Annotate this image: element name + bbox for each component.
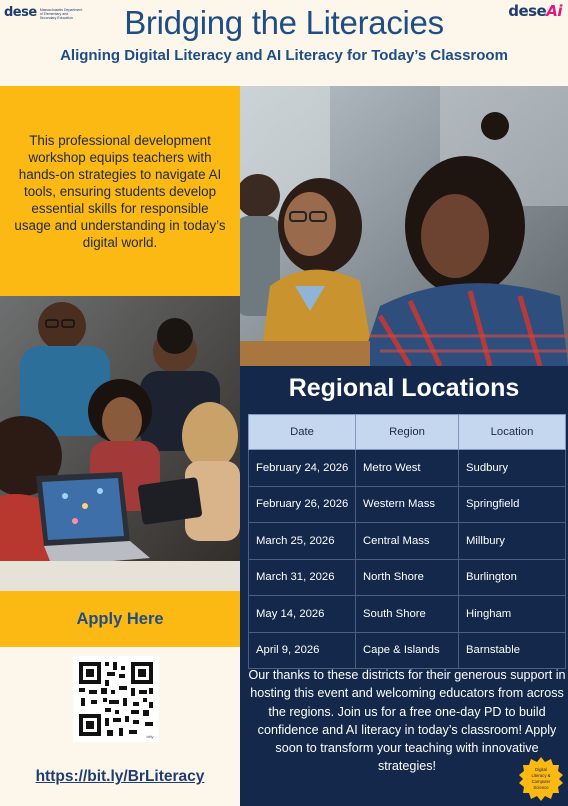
apply-banner[interactable]: [0, 591, 240, 647]
cell-region: Western Mass: [356, 486, 459, 523]
header: [0, 0, 568, 86]
column-header-location: Location: [459, 415, 566, 450]
badge-line-4: Science: [533, 785, 549, 790]
cell-location: Barnstable: [459, 632, 566, 669]
students-classroom-photo: [240, 86, 568, 366]
table-row: [249, 486, 566, 523]
dese-logo-subtext: Massachusetts Department of Elementary and Secondary Education: [39, 8, 83, 20]
badge-line-1: Digital: [535, 767, 547, 772]
cell-location: Hingham: [459, 596, 566, 633]
page-title: Bridging the Literacies: [124, 4, 444, 41]
cell-location: Burlington: [459, 559, 566, 596]
apply-link[interactable]: https://bit.ly/BrLiteracy: [35, 768, 205, 785]
badge-line-3: Computer: [531, 779, 551, 784]
students-photo-illustration: [240, 86, 568, 366]
badge-line-2: Literacy &: [531, 773, 551, 778]
teachers-laptop-photo: [0, 296, 240, 591]
column-header-date: Date: [249, 415, 356, 450]
cell-date: April 9, 2026: [249, 632, 356, 669]
qr-code-icon[interactable]: [73, 656, 159, 742]
table-row: [249, 523, 566, 560]
locations-table: [248, 414, 566, 669]
teachers-photo-illustration: [0, 296, 240, 591]
cell-region: Cape & Islands: [356, 632, 459, 669]
table-row: [249, 632, 566, 669]
intro-text: This professional development workshop equips teachers with hands-on strategies to navigate AI tools, ensuring students develop essential skills for responsible usage and understanding in today’s digital world.: [14, 132, 226, 250]
table-row: [249, 596, 566, 633]
digital-literacy-badge-icon: [518, 756, 564, 802]
cell-date: February 26, 2026: [249, 486, 356, 523]
cell-region: South Shore: [356, 596, 459, 633]
dese-ai-logo-text: dese: [508, 2, 547, 20]
cell-date: March 25, 2026: [249, 523, 356, 560]
cell-date: February 24, 2026: [249, 450, 356, 487]
regional-locations-panel: [240, 366, 568, 806]
table-header-row: [249, 415, 566, 450]
cell-date: May 14, 2026: [249, 596, 356, 633]
dese-ai-logo-accent: Ai: [546, 2, 562, 20]
cell-region: North Shore: [356, 559, 459, 596]
page-subtitle: Aligning Digital Literacy and AI Literacy for Today’s Classroom: [60, 47, 508, 64]
intro-box: [0, 86, 240, 296]
cell-date: March 31, 2026: [249, 559, 356, 596]
apply-label: Apply Here: [76, 609, 164, 628]
thanks-text: Our thanks to these districts for their generous support in hosting this event and welcoming educators from across the regions. Join us for a free one-day PD to build confidence and AI literacy in today’s classroom! Apply soon to transform your teaching with innovative strategies!: [248, 668, 566, 774]
cell-region: Central Mass: [356, 523, 459, 560]
qr-caption: bitly: [146, 734, 154, 739]
dese-logo-text: dese: [4, 5, 37, 20]
cell-region: Metro West: [356, 450, 459, 487]
cell-location: Springfield: [459, 486, 566, 523]
locations-title: Regional Locations: [288, 374, 520, 402]
cell-location: Sudbury: [459, 450, 566, 487]
table-row: [249, 559, 566, 596]
table-row: [249, 450, 566, 487]
column-header-region: Region: [356, 415, 459, 450]
cell-location: Millbury: [459, 523, 566, 560]
